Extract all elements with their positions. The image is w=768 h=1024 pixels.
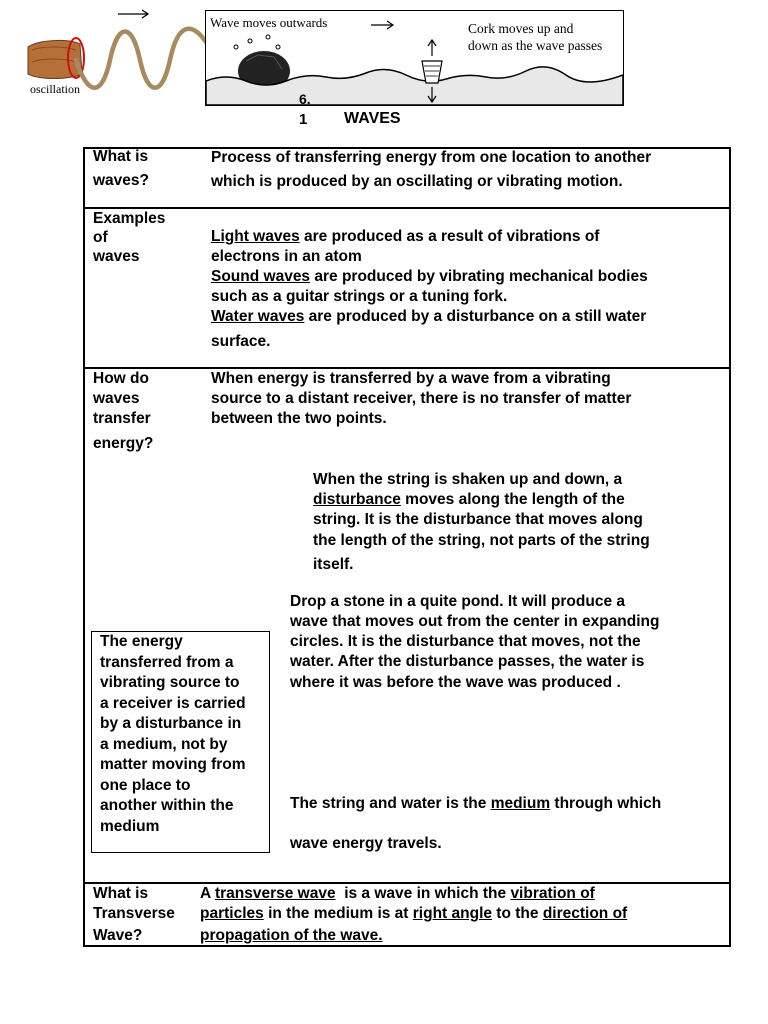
pond-text: water. After the disturbance passes, the water is [290,653,645,670]
row-divider [83,207,731,209]
pond-text: circles. It is the disturbance that moves, not the [290,633,641,650]
table-border-left [83,147,85,947]
table-border-right [729,147,731,947]
example-water-cont: surface. [211,333,271,350]
pond-text: Drop a stone in a quite pond. It will produce a [290,593,625,610]
cork-label-line1: Cork moves up and [468,21,574,36]
row-label: waves [93,390,140,407]
transverse-text: A transverse wave is a wave in which the vibration of [200,885,595,902]
row-label: Wave? [93,927,143,944]
pond-text: where it was before the wave was produced . [290,674,621,691]
row-label: What is [93,148,149,165]
row-label: waves? [93,172,150,189]
pond-text: wave that moves out from the center in expanding [290,613,660,630]
note-line: transferred from a [100,653,234,671]
page-title: WAVES [344,110,401,127]
row-label: Transverse [93,905,175,922]
row-label: waves [93,248,140,265]
section-number-sub: 1 [299,111,308,128]
example-light: Light waves are produced as a result of vibrations of [211,228,600,245]
section-number: 6. [299,91,311,107]
definition-text: which is produced by an oscillating or vibrating motion. [211,173,623,190]
transverse-text: propagation of the wave. [200,927,383,944]
note-line: vibrating source to [100,674,240,691]
pond-wave-illustration [205,10,624,106]
note-line: a receiver is carried [100,694,246,712]
example-sound: Sound waves are produced by vibrating mechanical bodies [211,268,648,285]
string-text: When the string is shaken up and down, a [313,471,623,488]
note-line: one place to [100,776,191,794]
medium-text: The string and water is the medium through which [290,795,662,812]
row-label: energy? [93,435,154,452]
row-label: transfer [93,410,151,427]
note-line: another within the [100,797,234,814]
example-sound-cont: such as a guitar strings or a tuning fork. [211,288,508,305]
medium-text: wave energy travels. [290,835,442,852]
string-text: disturbance moves along the length of the [313,491,625,508]
cork-label-line2: down as the wave passes [468,38,603,53]
note-line: The energy [100,633,183,650]
row-label: What is [93,885,149,902]
string-text: the length of the string, not parts of the string [313,532,650,549]
oscillation-label: oscillation [30,82,80,96]
intro-text: When energy is transferred by a wave from a vibrating [211,370,611,387]
oscillation-illustration [18,2,208,107]
energy-note-box [91,631,270,853]
row-label: How do [93,370,149,387]
note-line: medium [100,817,160,835]
note-line: a medium, not by [100,735,228,753]
string-text: itself. [313,556,354,573]
example-water: Water waves are produced by a disturbance on a still water [211,308,647,325]
transverse-text: particles in the medium is at right angle to the direction of [200,905,628,922]
table-border-bottom [83,945,731,947]
definition-text: Process of transferring energy from one location to another [211,149,652,166]
string-text: string. It is the disturbance that moves along [313,511,643,528]
intro-text: between the two points. [211,410,387,427]
intro-text: source to a distant receiver, there is no transfer of matter [211,390,632,407]
row-label: of [93,229,108,246]
example-light-cont: electrons in an atom [211,248,362,265]
wave-moves-label: Wave moves outwards [210,15,328,30]
note-line: by a disturbance in [100,715,242,732]
row-label: Examples [93,210,166,227]
note-line: matter moving from [100,756,246,773]
